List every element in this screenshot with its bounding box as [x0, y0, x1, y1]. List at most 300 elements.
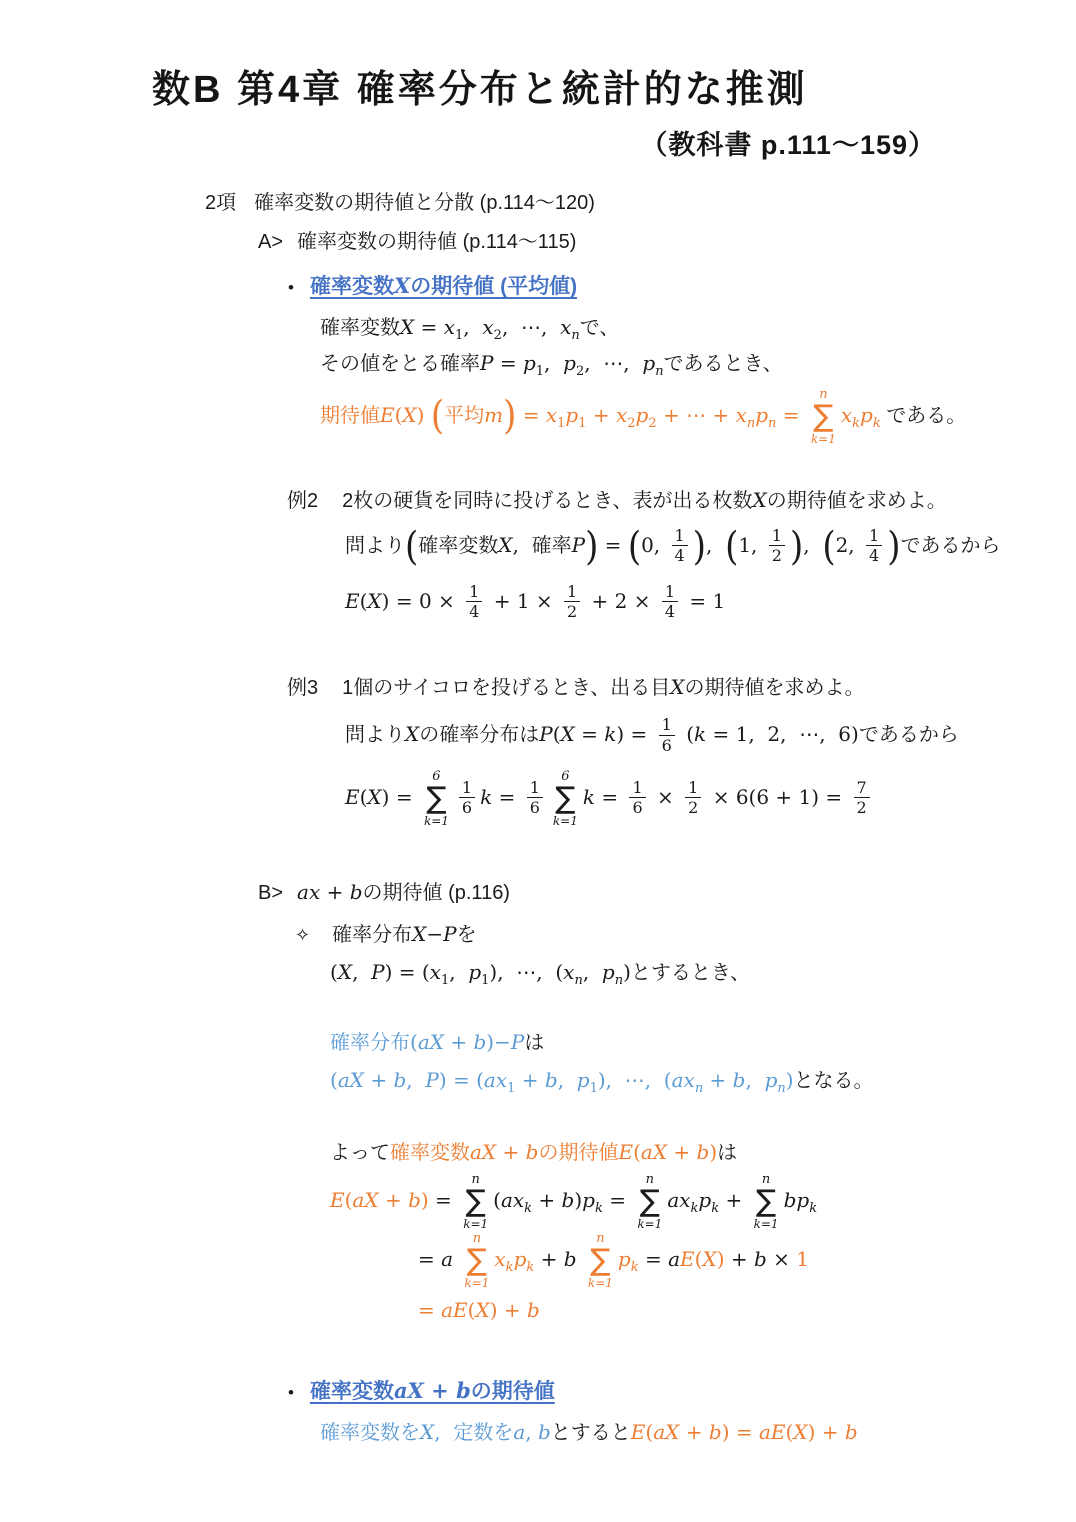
- text-token: ax: [500, 1188, 525, 1213]
- def-line-1: [320, 312, 1076, 346]
- fraction-denominator: 4: [466, 601, 482, 622]
- dist-xp-def: [330, 957, 1076, 991]
- text-token: + 1 ×: [487, 588, 560, 613]
- text-token: b: [753, 1247, 767, 1272]
- text-token: X: [405, 722, 420, 747]
- text-token: p: [565, 402, 579, 427]
- text-token: ) =: [721, 1420, 759, 1444]
- text-token: ,: [745, 1068, 765, 1093]
- text-token: P: [571, 533, 586, 557]
- text-token: =: [598, 533, 628, 557]
- fraction-numerator: 1: [461, 777, 473, 797]
- text-token: 平均: [444, 404, 485, 427]
- text-token: (: [552, 722, 561, 747]
- text-token: p: [635, 402, 649, 427]
- def-line-2: [320, 348, 1076, 382]
- text-token: a: [668, 1247, 681, 1272]
- text-token: 確率変数: [309, 275, 394, 298]
- fraction-numerator: 1: [664, 581, 676, 601]
- text-token: ,: [544, 350, 564, 375]
- fraction-denominator: 6: [659, 735, 675, 756]
- text-token: b: [456, 1378, 471, 1404]
- text-token: p: [468, 960, 482, 985]
- text-token: X: [475, 1298, 490, 1323]
- text-token: その値をとる確率: [320, 352, 480, 375]
- text-token: k: [594, 1201, 603, 1217]
- sum-lower-limit: k=1: [464, 1276, 490, 1291]
- text-token: ): [585, 523, 599, 570]
- text-token: ax: [671, 1068, 695, 1093]
- diamond-icon: ✧: [295, 925, 311, 946]
- text-token: (: [410, 1030, 418, 1055]
- text-token: b: [563, 1247, 577, 1272]
- text-token: の期待値を求めよ。: [684, 677, 865, 700]
- text-token: 確率変数: [390, 1142, 470, 1165]
- text-token: ,: [803, 533, 823, 557]
- text-token: である。: [880, 404, 967, 427]
- fraction: [685, 779, 701, 819]
- text-token: b: [408, 1188, 421, 1213]
- text-token: x: [840, 402, 853, 427]
- text-token: a: [513, 1420, 526, 1444]
- text-token: k: [852, 415, 861, 431]
- text-token: p: [642, 350, 656, 375]
- text-token: ,: [557, 1068, 577, 1093]
- text-token: よって: [330, 1142, 390, 1165]
- text-token: b: [537, 1420, 551, 1444]
- ex3-given: [345, 716, 1076, 756]
- text-token: p: [755, 402, 769, 427]
- fraction-denominator: 4: [866, 545, 882, 566]
- text-token: X: [393, 273, 411, 298]
- text-token: x: [482, 314, 494, 339]
- text-token: であるから: [858, 724, 959, 747]
- text-token: x: [429, 960, 441, 985]
- text-token: b: [561, 1188, 575, 1213]
- text-token: k: [711, 1201, 720, 1217]
- text-token: =: [574, 722, 605, 747]
- summation-icon: ∑: [639, 1184, 660, 1220]
- text-token: 2: [648, 415, 657, 431]
- text-token: p: [764, 1068, 778, 1093]
- fraction-denominator: 6: [459, 797, 475, 818]
- text-token: 期待値: [320, 404, 380, 427]
- text-token: ,: [352, 960, 372, 985]
- text-token: (: [394, 402, 403, 427]
- fraction-numerator: 1: [529, 777, 540, 797]
- bullet-icon: •: [288, 278, 294, 297]
- text-token: k: [480, 784, 493, 809]
- text-token: b: [393, 1068, 407, 1093]
- text-token: 問より: [345, 724, 405, 747]
- text-token: ×: [766, 1247, 797, 1272]
- text-token: p: [563, 350, 576, 375]
- text-token: ), ⋯, (: [597, 1068, 672, 1093]
- text-token: ) = 0 ×: [381, 588, 462, 613]
- text-token: P: [539, 722, 553, 747]
- sum-lower-limit: k=1: [423, 814, 449, 829]
- fraction-numerator: 1: [869, 525, 880, 545]
- text-token: p: [617, 1247, 631, 1272]
- text-token: (: [405, 523, 419, 570]
- text-token: b: [349, 880, 363, 905]
- text-token: (: [785, 1420, 794, 1444]
- text-token: の期待値: [470, 1380, 555, 1404]
- text-token: 1: [507, 1081, 516, 1097]
- text-token: +: [515, 1068, 545, 1093]
- text-token: 例2: [287, 489, 319, 512]
- section-b-heading: [258, 877, 1076, 909]
- derivation-intro: [330, 1137, 1076, 1169]
- text-token: 確率変数: [418, 535, 499, 557]
- text-token: −: [426, 922, 444, 947]
- fraction: [459, 779, 475, 819]
- text-token: )−: [486, 1030, 511, 1055]
- text-token: p: [860, 402, 873, 427]
- sum-upper-limit: n: [645, 1172, 655, 1188]
- text-token: k: [526, 1260, 535, 1276]
- derivation-step-3: [418, 1295, 1076, 1327]
- text-token: X: [670, 675, 685, 700]
- text-token: bp: [783, 1188, 810, 1213]
- text-token: ,: [582, 960, 602, 985]
- text-token: 確率変数を: [320, 1422, 420, 1444]
- text-token: (: [725, 523, 739, 570]
- text-token: p: [522, 350, 536, 375]
- text-token: 2: [627, 415, 636, 431]
- fraction-denominator: 4: [662, 601, 678, 622]
- text-token: 確率変数: [309, 1380, 394, 1404]
- text-token: =: [776, 402, 806, 427]
- text-token: +: [443, 1030, 474, 1055]
- text-token: P: [480, 350, 494, 375]
- text-token: =: [516, 402, 546, 427]
- text-token: +: [703, 1068, 733, 1093]
- fraction-numerator: 1: [688, 777, 699, 797]
- text-token: 定数を: [453, 1422, 514, 1444]
- fraction-denominator: 6: [527, 797, 543, 818]
- text-token: の期待値 (平均値): [410, 275, 578, 298]
- text-token: + 2 ×: [585, 588, 657, 613]
- text-token: X: [752, 487, 767, 512]
- text-token: 1: [440, 973, 450, 989]
- text-token: 例3: [287, 677, 319, 700]
- fraction-numerator: 1: [674, 525, 685, 545]
- text-token: P: [371, 960, 385, 985]
- page-subtitle: （教科書 p.111～159）: [640, 130, 936, 160]
- text-token: 0,: [641, 533, 667, 557]
- text-token: k: [690, 1201, 699, 1217]
- text-token: +: [378, 1188, 409, 1213]
- derivation-step-2: [418, 1232, 1076, 1289]
- fraction-numerator: 1: [469, 581, 480, 601]
- fraction-numerator: 7: [856, 777, 867, 797]
- text-token: k: [872, 415, 881, 431]
- text-token: (: [467, 1298, 476, 1323]
- text-token: × 6(6 + 1) =: [706, 784, 849, 809]
- ex3-calc: [345, 770, 1076, 827]
- text-token: =: [492, 784, 522, 809]
- text-token: 問より: [345, 535, 405, 557]
- text-token: aX: [640, 1140, 668, 1165]
- text-token: 2枚の硬貨を同時に投げるとき、表が出る枚数: [342, 489, 753, 512]
- text-token: E: [345, 784, 360, 809]
- summation: [754, 1173, 779, 1230]
- text-token: ,: [705, 533, 726, 557]
- text-token: (: [330, 960, 338, 985]
- text-token: ,: [463, 314, 483, 339]
- summation-icon: ∑: [555, 781, 576, 817]
- text-token: 確率: [531, 535, 572, 557]
- text-token: =: [602, 1188, 633, 1213]
- text-token: 1: [796, 1247, 810, 1272]
- text-token: 1: [455, 327, 464, 343]
- def-expectation-heading: [288, 270, 1076, 304]
- text-token: x: [735, 402, 747, 427]
- text-token: p: [513, 1247, 527, 1272]
- sum-upper-limit: n: [596, 1231, 605, 1247]
- fraction-denominator: 6: [629, 797, 645, 818]
- text-token: の期待値: [538, 1142, 619, 1165]
- text-token: 1: [578, 415, 587, 431]
- text-token: を: [456, 924, 477, 947]
- text-token: X: [367, 588, 382, 613]
- sum-upper-limit: n: [819, 386, 828, 402]
- summation-icon: ∑: [813, 398, 834, 434]
- text-token: b: [544, 1068, 558, 1093]
- sum-upper-limit: n: [471, 1172, 480, 1188]
- text-token: x: [545, 402, 558, 427]
- text-token: の期待値を求めよ。: [766, 489, 947, 512]
- text-token: b: [696, 1140, 710, 1165]
- text-token: (: [822, 523, 836, 570]
- text-token: n: [694, 1081, 704, 1097]
- text-token: aE: [758, 1420, 786, 1444]
- def-formula: [320, 388, 1076, 445]
- text-token: aX: [393, 1378, 424, 1404]
- sum-lower-limit: k=1: [463, 1217, 489, 1232]
- text-token: k: [582, 784, 595, 809]
- text-token: 2: [575, 363, 585, 379]
- fraction-denominator: 4: [672, 545, 688, 566]
- fraction-numerator: 1: [661, 715, 672, 735]
- text-token: 2: [493, 327, 502, 343]
- text-token: ax: [297, 880, 321, 905]
- sum-lower-limit: k=1: [587, 1276, 613, 1291]
- text-token: X: [498, 533, 513, 557]
- bullet-icon: •: [288, 1383, 294, 1403]
- text-token: +: [363, 1068, 394, 1093]
- text-token: k: [505, 1260, 514, 1276]
- text-token: とすると: [550, 1422, 631, 1444]
- fraction-numerator: 1: [771, 525, 782, 545]
- text-token: ,: [525, 1420, 538, 1444]
- text-token: aX: [470, 1140, 497, 1165]
- text-token: (: [694, 1247, 703, 1272]
- fraction: [564, 583, 580, 623]
- text-token: E: [630, 1420, 646, 1444]
- sum-upper-limit: n: [472, 1231, 482, 1247]
- text-token: ): [692, 523, 706, 570]
- page-title: 数B 第4章 確率分布と統計的な推測: [152, 69, 808, 111]
- fraction-denominator: 2: [564, 601, 580, 622]
- summation: [424, 770, 449, 827]
- text-token: (: [633, 1140, 641, 1165]
- text-token: X: [793, 1420, 808, 1444]
- text-token: ,: [449, 960, 469, 985]
- document-body: [0, 188, 1076, 1449]
- text-token: k: [809, 1201, 818, 1217]
- fraction-denominator: 2: [769, 545, 785, 566]
- fraction-numerator: 1: [632, 777, 643, 797]
- sum-lower-limit: k=1: [552, 814, 578, 829]
- text-token: (: [645, 1420, 654, 1444]
- text-token: ) =: [616, 722, 654, 747]
- fraction: [659, 716, 675, 756]
- text-token: b: [844, 1420, 858, 1444]
- text-token: 確率変数の期待値と分散 (p.114～120): [254, 192, 595, 214]
- text-token: +: [532, 1188, 562, 1213]
- text-token: となる。: [793, 1070, 874, 1093]
- text-token: aX: [337, 1068, 364, 1093]
- text-token: =: [428, 1188, 459, 1213]
- text-token: ): [623, 960, 631, 985]
- text-token: (: [493, 1188, 501, 1213]
- def-axb-heading: [288, 1375, 1076, 1409]
- text-token: ): [420, 1188, 429, 1213]
- text-token: X: [367, 784, 382, 809]
- text-token: ) =: [381, 784, 419, 809]
- text-token: の期待値 (p.116): [362, 882, 510, 905]
- text-token: P: [510, 1030, 525, 1055]
- summation: [553, 770, 578, 827]
- text-token: ax: [667, 1188, 691, 1213]
- summation: [464, 1232, 489, 1289]
- fraction: [527, 779, 543, 819]
- text-token: +: [423, 1378, 457, 1404]
- text-token: ,: [512, 533, 532, 557]
- text-token: ,: [434, 1420, 454, 1444]
- text-token: +: [534, 1247, 564, 1272]
- text-token: で、: [579, 316, 620, 339]
- text-token: aX: [417, 1030, 444, 1055]
- sum-lower-limit: k=1: [637, 1217, 663, 1232]
- text-token: +: [320, 880, 350, 905]
- text-token: 1個のサイコロを投げるとき、出る目: [342, 677, 671, 700]
- text-token: E: [330, 1188, 345, 1213]
- fraction: [629, 779, 645, 819]
- text-token: X: [560, 722, 575, 747]
- text-token: x: [443, 314, 456, 339]
- ex2-given: [345, 523, 1076, 570]
- text-token: aX: [653, 1420, 680, 1444]
- text-token: ,: [406, 1068, 426, 1093]
- text-token: X: [702, 1247, 717, 1272]
- text-token: ): [503, 393, 517, 440]
- summation: [637, 1173, 662, 1230]
- text-token: 1: [481, 973, 490, 989]
- text-token: (: [627, 523, 642, 570]
- text-token: n: [655, 363, 664, 379]
- text-token: (: [344, 1188, 353, 1213]
- text-token: =: [638, 1247, 669, 1272]
- fraction-denominator: 2: [685, 797, 701, 818]
- text-token: m: [484, 402, 504, 427]
- text-token: ) = (: [384, 960, 430, 985]
- summation: [811, 388, 836, 445]
- text-token: は: [717, 1142, 738, 1165]
- text-token: aE: [441, 1298, 468, 1323]
- sum-upper-limit: 6: [432, 769, 441, 785]
- fraction: [466, 583, 482, 623]
- fraction: [662, 583, 678, 623]
- text-token: p: [601, 960, 615, 985]
- summation-icon: ∑: [590, 1243, 611, 1279]
- section-a-heading: [258, 227, 1076, 258]
- sum-upper-limit: n: [761, 1172, 771, 1188]
- text-token: (: [430, 393, 445, 440]
- text-token: ×: [650, 784, 681, 809]
- summation-icon: ∑: [466, 1243, 488, 1279]
- text-token: A>: [258, 231, 284, 253]
- text-token: , ⋯,: [584, 350, 643, 375]
- text-token: (: [359, 588, 368, 613]
- text-token: k: [630, 1260, 639, 1276]
- text-token: x: [494, 1247, 506, 1272]
- text-token: (: [330, 1068, 338, 1093]
- text-token: の確率分布は: [419, 724, 540, 747]
- text-token: ) = (: [438, 1068, 484, 1093]
- text-token: +: [586, 402, 616, 427]
- summation: [463, 1173, 488, 1230]
- summation-icon: ∑: [426, 781, 447, 817]
- fraction: [769, 527, 785, 567]
- text-token: +: [679, 1420, 709, 1444]
- derivation-step-1: [330, 1173, 1076, 1230]
- fraction: [854, 779, 870, 819]
- text-token: 1: [535, 363, 545, 379]
- text-token: x: [615, 402, 628, 427]
- text-token: ): [789, 523, 804, 570]
- text-token: X: [400, 314, 415, 339]
- text-token: 1,: [738, 533, 764, 557]
- sum-upper-limit: 6: [561, 769, 570, 785]
- text-token: = 1, 2, ⋯, 6): [706, 722, 859, 747]
- text-token: n: [574, 973, 583, 989]
- summation-icon: ∑: [755, 1184, 777, 1220]
- text-token: E: [618, 1140, 634, 1165]
- text-token: 2項: [205, 192, 237, 214]
- fraction: [866, 527, 882, 567]
- text-token: [577, 1247, 583, 1271]
- text-token: k: [694, 722, 707, 747]
- text-token: +: [724, 1247, 754, 1272]
- text-token: B>: [258, 882, 284, 905]
- text-token: とするとき、: [630, 962, 751, 985]
- text-token: k: [604, 722, 617, 747]
- text-token: であるから: [900, 535, 1001, 557]
- text-token: ): [709, 1140, 718, 1165]
- text-token: b: [708, 1420, 722, 1444]
- text-token: =: [595, 784, 625, 809]
- text-token: P: [443, 922, 457, 947]
- ex2-calc: [345, 583, 1076, 623]
- text-token: k: [524, 1201, 533, 1217]
- text-token: 確率分布: [332, 924, 413, 947]
- text-token: n: [571, 327, 580, 343]
- text-token: [453, 1247, 459, 1271]
- text-token: は: [524, 1032, 545, 1055]
